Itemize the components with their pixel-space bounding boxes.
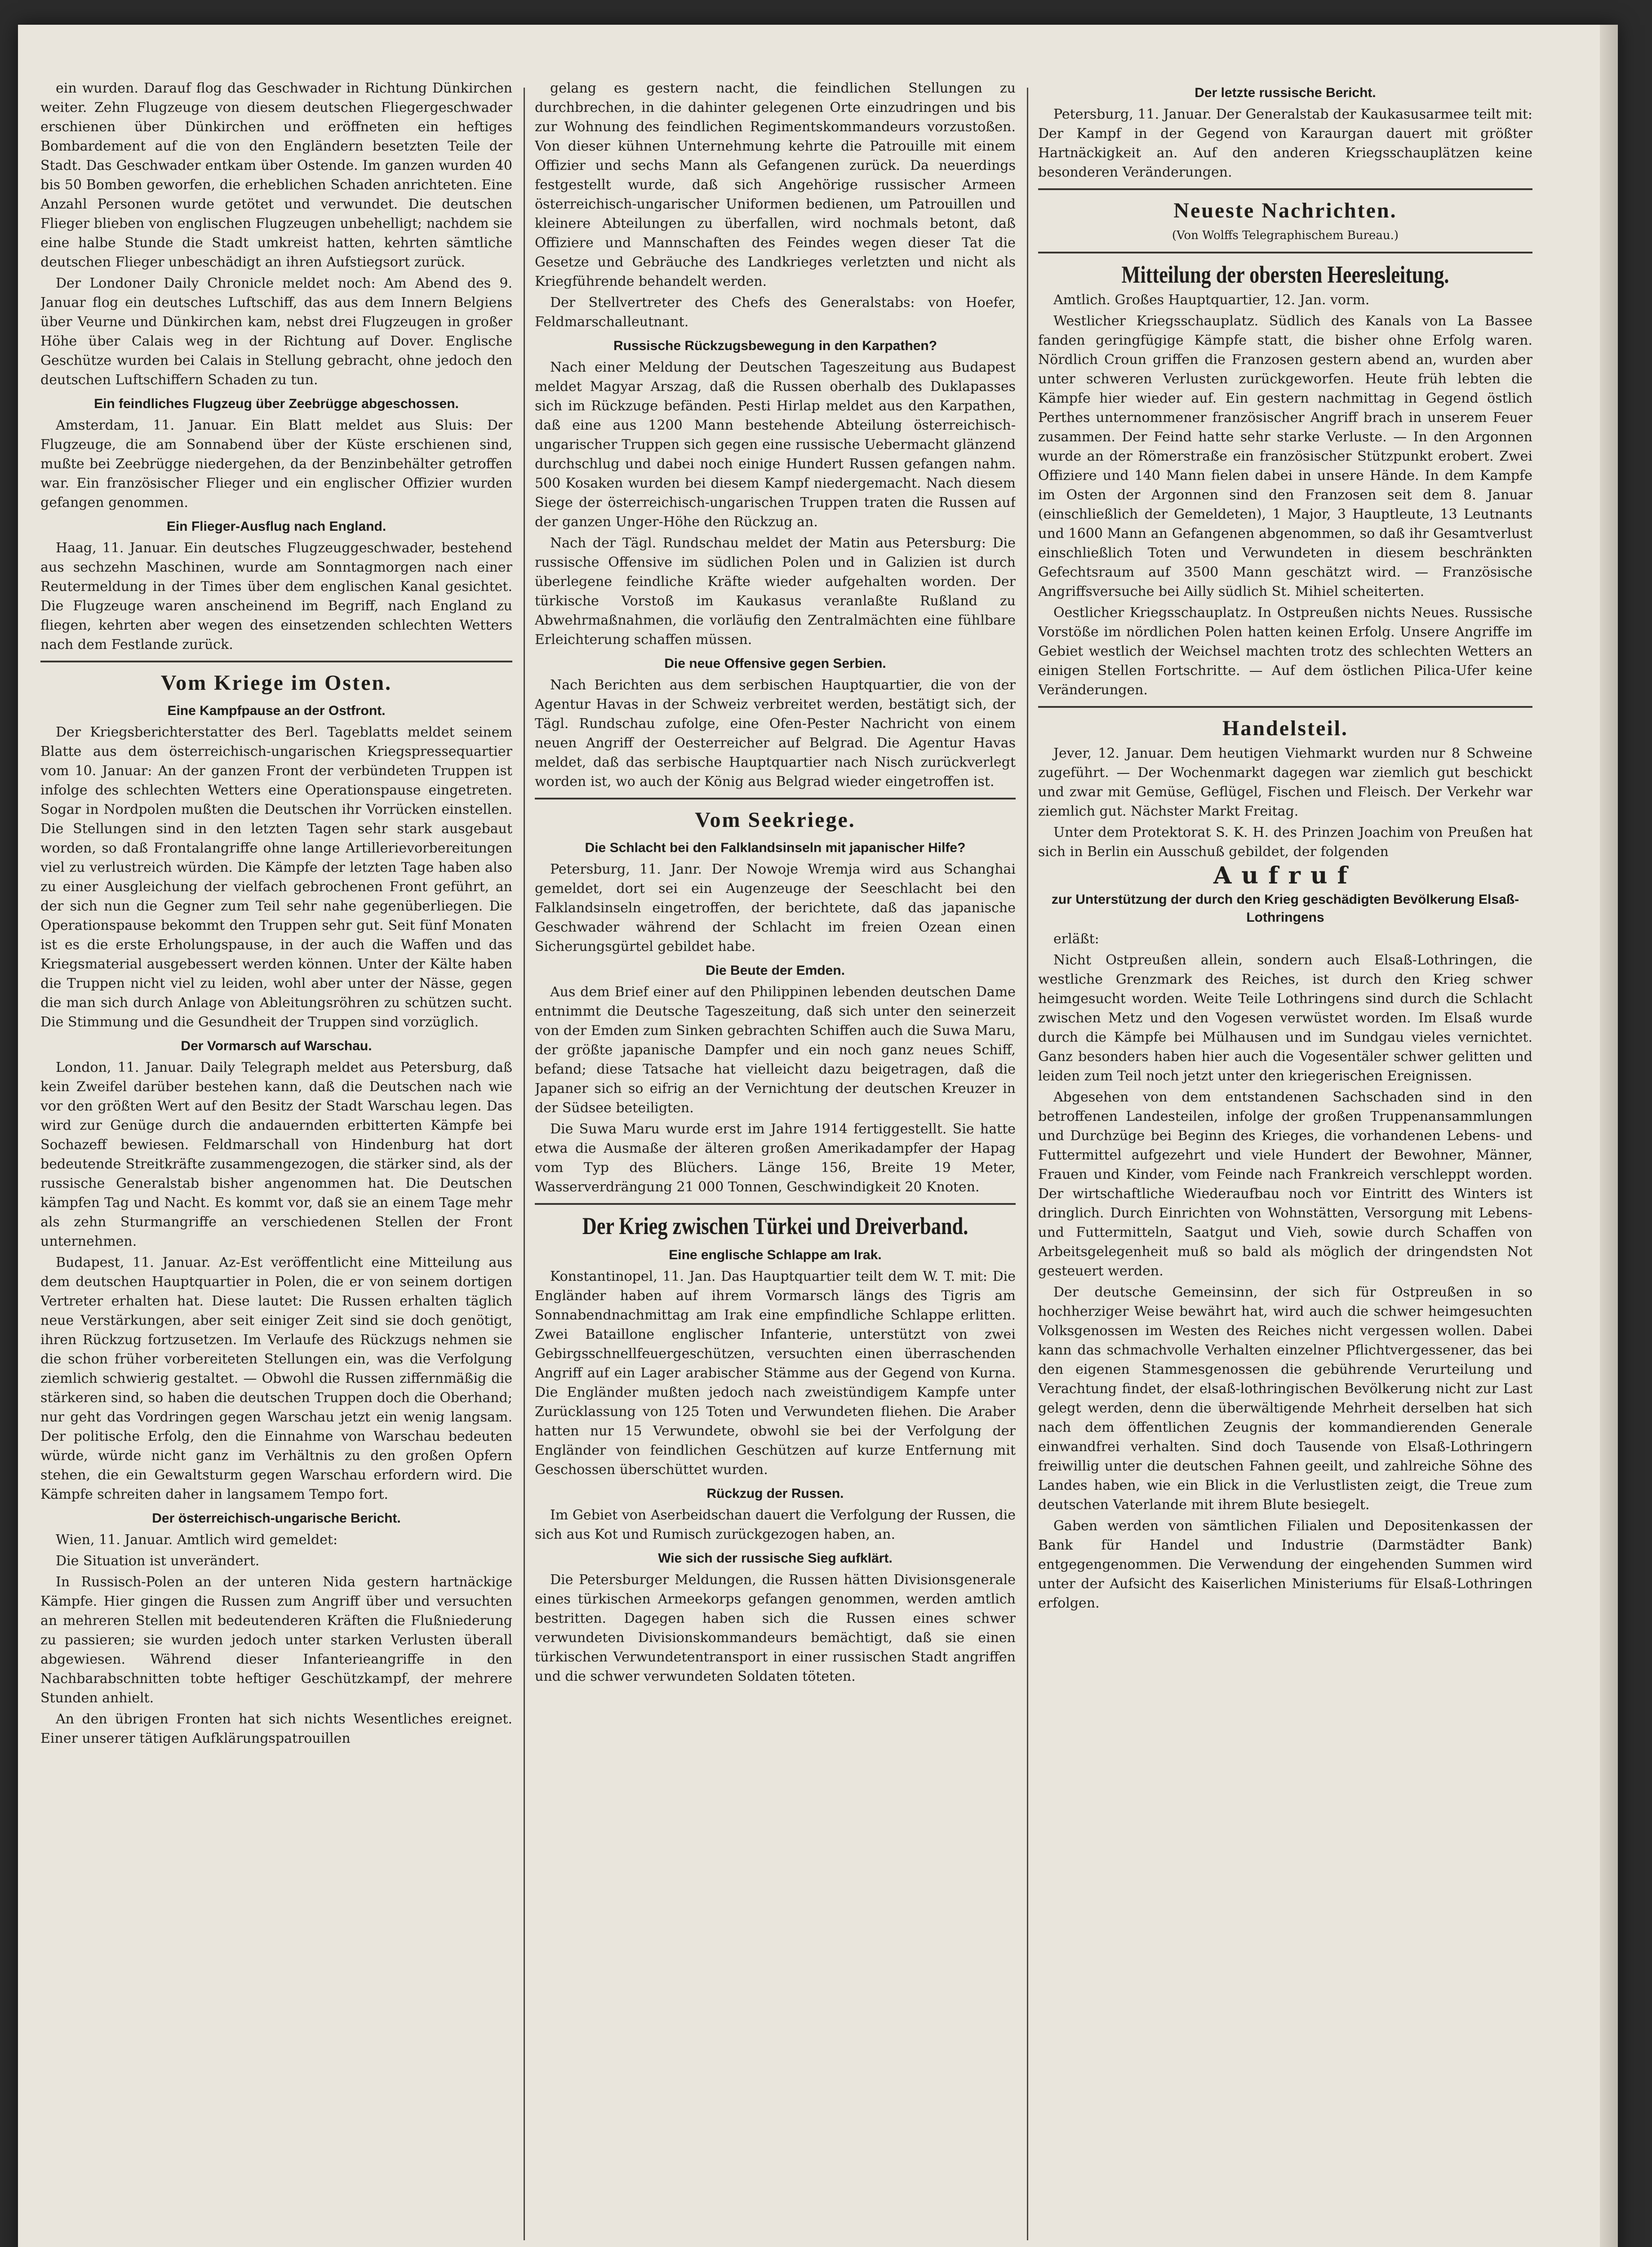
section-divider xyxy=(535,1203,1016,1205)
article-subheading: Wie sich der russische Sieg aufklärt. xyxy=(658,1551,893,1566)
paragraph: Nach der Tägl. Rundschau meldet der Matin aus Petersburg: Die russische Offensive im südlichen Polen und in Galizien ist durch überlegene feindliche Kräfte wieder aufgehalten worden. Der türkische Vorstoß im Kaukasus veranlaßte Rußland zu Abwehrmaßnahmen, die vorläufig den Zentralmächten eine fühlbare Erleichterung schaffen müssen. xyxy=(535,535,1016,648)
paragraph: Nach Berichten aus dem serbischen Hauptquartier, die von der Agentur Havas in der Schweiz verbreitet werden, bestätigt sich, der Tägl. Rundschau zufolge, eine Ofen-Pester Nachricht von einem neuen Angriff der Oesterreicher auf Belgrad. Die Agentur Havas meldet, daß das serbische Hauptquartier nach Nisch zurückverlegt worden ist, wo auch der König aus Belgrad wieder eingetroffen ist. xyxy=(535,677,1016,790)
article-subheading: Ein Flieger-Ausflug nach England. xyxy=(166,519,386,534)
article-subheading: Russische Rückzugsbewegung in den Karpathen? xyxy=(613,338,937,353)
section-divider xyxy=(1038,706,1532,708)
paragraph: Haag, 11. Januar. Ein deutsches Flugzeuggeschwader, bestehend aus sechzehn Maschinen, wurde am Sonntagmorgen nach einer Reutermeldung in der Times über dem englischen Kanal gesichtet. Die Flugzeuge waren anscheinend im Begriff, nach England zu fliegen, kehrten aber wegen des einsetzenden schlechten Wetters nach dem Festlande zurück. xyxy=(40,540,512,653)
newspaper-page xyxy=(18,25,1618,2247)
paragraph: Der Kriegsberichterstatter des Berl. Tageblatts meldet seinem Blatte aus dem österreichisch-ungarischen Kriegspressequartier vom 10. Januar: An der ganzen Front der verbündeten Truppen ist infolge des schlechten Wetters eine Operationspause eingetreten. Sogar in Nordpolen mußten die Deutschen ihr Vorrücken einstellen. Die Stellungen sind in den letzten Tagen sehr stark ausgebaut worden, so daß Frontalangriffe ohne lange Artillerievorbereitungen viel zu verlustreich würden. Die Kämpfe der letzten Tage haben also zu einer Ausgleichung der vielfach gebrochenen Front geführt, an der sich nun die Gegner zum Teil sehr nahe gegenüberliegen. Die Operationspause bekommt den Truppen sehr gut. Seit fünf Monaten ist es die erste Erholungspause, in der auch die Waffen und das Kriegsmaterial ausgebessert werden können. Unter der Kälte haben die Truppen nicht viel zu leiden, wohl aber unter der Nässe, gegen die man sich durch Anlage von Ableitungsröhren zu schützen sucht. Die Stimmung und die Gesundheit der Truppen sind vorzüglich. xyxy=(40,724,512,1030)
paragraph: Abgesehen von dem entstandenen Sachschaden sind in den betroffenen Landesteilen, infolge der großen Truppenansammlungen und Durchzüge bei Beginn des Krieges, die vorhandenen Lebens- und Futtermittel aufgezehrt und viele Hundert der Bewohner, Männer, Frauen und Kinder, vom Feinde nach Frankreich verschleppt worden. Der wirtschaftliche Wiederaufbau noch vor Eintritt des Winters ist dringlich. Durch Einrichten von Wohnstätten, Versorgung mit Lebens- und Futtermitteln, Saatgut und Vieh, sowie durch Schaffen von Arbeitsgelegenheit muß so bald als möglich der dringendsten Not gesteuert werden. xyxy=(1038,1089,1532,1279)
paragraph: Unter dem Protektorat S. K. H. des Prinzen Joachim von Preußen hat sich in Berlin ein Ausschuß gebildet, der folgenden xyxy=(1038,825,1532,860)
paragraph: Die Suwa Maru wurde erst im Jahre 1914 fertiggestellt. Sie hatte etwa die Ausmaße der älteren großen Amerikadampfer der Hapag vom Typ des Blüchers. Länge 156, Breite 19 Meter, Wasserverdrängung 21 000 Tonnen, Geschwindigkeit 20 Knoten. xyxy=(535,1121,1016,1195)
article-subheading: Rückzug der Russen. xyxy=(706,1486,844,1501)
paragraph: Gaben werden von sämtlichen Filialen und Depositenkassen der Bank für Handel und Industrie (Darmstädter Bank) entgegengenommen. Die Verwendung der eingehenden Summen wird unter der Aufsicht des Kaiserlichen Ministeriums für Elsaß-Lothringen erfolgen. xyxy=(1038,1518,1532,1611)
paragraph: Petersburg, 11. Janr. Der Nowoje Wremja wird aus Schanghai gemeldet, dort sei ein Augenzeuge der Seeschlacht bei den Falklandsinseln eingetroffen, der berichtete, daß das japanische Geschwader während der Schlacht im freien Ozean einen Sicherungsgürtel gebildet habe. xyxy=(535,861,1016,955)
paragraph: Der Stellvertreter des Chefs des Generalstabs: von Hoefer, Feldmarschalleutnant. xyxy=(535,295,1016,330)
article-subheading: Die Schlacht bei den Falklandsinseln mit japanischer Hilfe? xyxy=(585,840,966,855)
paragraph: Aus dem Brief einer auf den Philippinen lebenden deutschen Dame entnimmt die Deutsche Tageszeitung, daß sich unter den seinerzeit von der Emden zum Sinken gebrachten Schiffen auch die Suwa Maru, der größte japanische Dampfer und ein noch ganz neues Schiff, befand; diese Tatsache hat vielleicht dazu beigetragen, daß die Japaner sich so eifrig an der Vernichtung der deutschen Kreuzer in der Südsee beteiligten. xyxy=(535,984,1016,1116)
section-divider xyxy=(1038,252,1532,253)
source-credit: (Von Wolffs Telegraphischem Bureau.) xyxy=(1172,229,1399,242)
section-divider xyxy=(40,661,512,662)
column-rule xyxy=(1027,88,1028,2240)
section-divider xyxy=(1038,188,1532,190)
banner-heading: Mitteilung der obersten Heeresleitung. xyxy=(1121,261,1449,288)
paragraph: Westlicher Kriegsschauplatz. Südlich des Kanals von La Bassee fanden geringfügige Kämpfe statt, die bisher ohne Erfolg waren. Nördlich Croun griffen die Franzosen gestern abend an, wurden aber unter schweren Verlusten zurückgeworfen. Heute früh lebten die Kämpfe hier wieder auf. Ein gestern nachmittag in Gegend östlich Perthes unternommener französischer Angriff brach in unserem Feuer zusammen. Der Feind hatte sehr starke Verluste. — In den Argonnen wurde an der Römerstraße ein französischer Stützpunkt erobert. Zwei Offiziere und 140 Mann fielen dabei in unsere Hände. In dem Kampfe im Osten der Argonnen sind den Franzosen seit dem 8. Januar (einschließlich der Gemeldeten), 1 Major, 3 Hauptleute, 13 Leutnants und 1600 Mann an Gefangenen abgenommen, so daß ihr Gesamtverlust einschließlich Toten und Verwundeten in diesem beschränkten Gefechtsraum auf 3500 Mann geschätzt wird. — Französische Angriffsversuche bei Ailly südlich St. Mihiel scheiterten. xyxy=(1038,313,1532,599)
paragraph: Der deutsche Gemeinsinn, der sich für Ostpreußen in so hochherziger Weise bewährt hat, wird auch die schwer heimgesuchten Volksgenossen im Westen des Reiches nicht vergessen wollen. Dabei kann das schmachvolle Verhalten einzelner Pflichtvergessener, das bei den eigenen Stammesgenossen die gebührende Verurteilung und Verachtung findet, der elsaß-lothringischen Bevölkerung nicht zur Last gelegt werden, denn die überwältigende Mehrheit derselben hat sich nach dem öffentlichen Zeugnis der kommandierenden Generale einwandfrei verhalten. Sind doch Tausende von Elsaß-Lothringern freiwillig unter die deutschen Fahnen geeilt, und zahlreiche Söhne des Landes haben, wie ein Blick in die Verlustlisten zeigt, die Treue zum deutschen Vaterlande mit ihrem Blute besiegelt. xyxy=(1038,1284,1532,1513)
article-subheading: zur Unterstützung der durch den Krieg geschädigten Bevölkerung Elsaß-Lothringens xyxy=(1051,892,1519,925)
paragraph: An den übrigen Fronten hat sich nichts Wesentliches ereignet. Einer unserer tätigen Aufklärungspatrouillen xyxy=(40,1711,512,1746)
section-heading: Vom Kriege im Osten. xyxy=(160,671,392,695)
section-heading: Neueste Nachrichten. xyxy=(1173,199,1397,222)
paragraph: erläßt: xyxy=(1053,931,1099,947)
article-subheading: Die Beute der Emden. xyxy=(705,963,845,978)
paragraph: Budapest, 11. Januar. Az-Est veröffentlicht eine Mitteilung aus dem deutschen Hauptquartier in Polen, die er von seinem dortigen Vertreter erhalten hat. Diese lautet: Die Russen erhalten täglich neue Verstärkungen, aber seit einiger Zeit sind sie doch genötigt, ihren Rückzug fortzusetzen. Im Verlaufe des Rückzugs nehmen sie die schon früher vorbereiteten Stellungen ein, was die Verfolgung ziemlich schwierig gestaltet. — Obwohl die Russen ziffernmäßig die stärkeren sind, so haben die deutschen Truppen doch die Oberhand; nur geht das Vordringen gegen Warschau jetzt ein wenig langsam. Der politische Erfolg, den die Einnahme von Warschau bedeuten würde, würde nicht ganz im Verhältnis zu den großen Opfern stehen, die ein Gewaltsturm gegen Warschau erfordern wird. Die Kämpfe schreiten daher in langsamem Tempo fort. xyxy=(40,1255,512,1502)
paragraph: Die Petersburger Meldungen, die Russen hätten Divisionsgenerale eines türkischen Armeekorps gefangen genommen, werden amtlich bestritten. Dagegen haben sich die Russen eines schwer verwundeten Divisionskommandeurs bemächtigt, daß sie einen türkischen Verwundetentransport in einer russischen Stadt angriffen und die schwer verwundeten Soldaten töteten. xyxy=(535,1572,1016,1684)
paragraph: Oestlicher Kriegsschauplatz. In Ostpreußen nichts Neues. Russische Vorstöße im nördlichen Polen hatten keinen Erfolg. Unsere Angriffe im Gebiet westlich der Weichsel machten trotz des schlechten Wetters an einigen Stellen Fortschritte. — Auf dem östlichen Pilica-Ufer keine Veränderungen. xyxy=(1038,605,1532,698)
paragraph: In Russisch-Polen an der unteren Nida gestern hartnäckige Kämpfe. Hier gingen die Russen zum Angriff über und versuchten an mehreren Stellen mit bedeutenderen Kräften die Flußniederung zu passieren; sie wurden jedoch unter starken Verlusten überall abgewiesen. Während dieser Infanterieangriffe in den Nachbarabschnitten tobte heftiger Geschützkampf, der mehrere Stunden anhielt. xyxy=(40,1574,512,1706)
article-subheading: Der letzte russische Bericht. xyxy=(1195,85,1376,100)
section-heading: Vom Seekriege. xyxy=(695,808,856,832)
paragraph: Konstantinopel, 11. Jan. Das Hauptquartier teilt dem W. T. mit: Die Engländer haben auf ihrem Vormarsch längs des Tigris am Sonnabendnachmittag am Irak eine empfindliche Schlappe erlitten. Zwei Bataillone englischer Infanterie, unterstützt von zwei Gebirgsschnellfeuergeschützen, versuchten einen überraschenden Angriff auf ein Lager arabischer Stämme aus der Gegend von Kurna. Die Engländer mußten jedoch nach zweistündigem Kampfe unter Zurücklassung von 125 Toten und Verwundeten fliehen. Die Araber hatten nur 15 Verwundete, obwohl sie bei der Verfolgung der Engländer von feindlichen Geschützen auf kurze Entfernung mit Geschossen überschüttet wurden. xyxy=(535,1269,1016,1478)
paragraph: gelang es gestern nacht, die feindlichen Stellungen zu durchbrechen, in die dahinter gelegenen Orte einzudringen und bis zur Wohnung des feindlichen Regimentskommandeurs vorzustoßen. Von dieser kühnen Unternehmung kehrte die Patrouille mit einem Offizier und sechs Mann als Gefangenen zurück. Da neuerdings festgestellt wurde, daß sich Angehörige russischer Armeen österreichisch-ungarischer Uniformen bedienen, um Patrouillen und kleinere Abteilungen zu überfallen, wird nochmals betont, daß Offiziere und Mannschaften des Feindes wegen dieser Tat die Gesetze und Gebräuche des Landkrieges verletzten und nicht als Kriegführende behandelt werden. xyxy=(535,80,1016,289)
section-divider xyxy=(535,798,1016,799)
paragraph: Amsterdam, 11. Januar. Ein Blatt meldet aus Sluis: Der Flugzeuge, die am Sonnabend über der Küste erschienen sind, mußte bei Zeebrügge niedergehen, da der Benzinbehälter getroffen war. Ein französischer Flieger und ein englischer Offizier wurden gefangen genommen. xyxy=(40,417,512,511)
article-subheading: Eine englische Schlappe am Irak. xyxy=(669,1248,882,1262)
page-edge xyxy=(1600,25,1618,2247)
article-subheading: Eine Kampfpause an der Ostfront. xyxy=(167,703,386,718)
column-rule xyxy=(524,88,525,2240)
appeal-heading: Aufruf xyxy=(1213,862,1358,889)
paragraph: Petersburg, 11. Januar. Der Generalstab der Kaukasusarmee teilt mit: Der Kampf in der Gegend von Karaurgan dauert mit größter Hartnäckigkeit an. Auf den anderen Kriegsschauplätzen keine besonderen Veränderungen. xyxy=(1038,107,1532,180)
paragraph: Nicht Ostpreußen allein, sondern auch Elsaß-Lothringen, die westliche Grenzmark des Reiches, ist durch den Krieg schwer heimgesucht worden. Weite Teile Lothringens sind durch die Schlacht zwischen Metz und den Vogesen verwüstet worden. Im Elsaß wurde durch die Kämpfe bei Mülhausen und im Sundgau vieles vernichtet. Ganz besonders haben hier auch die Vogesentäler schwer gelitten und leiden zum Teil noch jetzt unter den kriegerischen Ereignissen. xyxy=(1038,952,1532,1084)
article-subheading: Ein feindliches Flugzeug über Zeebrügge abgeschossen. xyxy=(94,396,459,411)
column-middle xyxy=(535,79,1016,2245)
paragraph: Die Situation ist unverändert. xyxy=(56,1553,260,1569)
article-subheading: Der Vormarsch auf Warschau. xyxy=(181,1039,372,1053)
paragraph: Wien, 11. Januar. Amtlich wird gemeldet: xyxy=(56,1532,338,1548)
banner-heading: Der Krieg zwischen Türkei und Dreiverband. xyxy=(582,1212,968,1239)
paragraph: Der Londoner Daily Chronicle meldet noch: Am Abend des 9. Januar flog ein deutsches Luftschiff, das aus dem Innern Belgiens über Veurne und Dünkirchen kam, nebst drei Flugzeugen in großer Höhe über Calais weg in der Richtung auf Dover. Englische Geschütze wurden bei Calais in Stellung gebracht, ohne jedoch den deutschen Luftschiffern Schaden zu tun. xyxy=(40,275,512,388)
paragraph: Jever, 12. Januar. Dem heutigen Viehmarkt wurden nur 8 Schweine zugeführt. — Der Wochenmarkt dagegen war ziemlich gut beschickt und zwar mit Gemüse, Geflügel, Fischen und Fleisch. Der Verkehr war ziemlich gut. Nächster Markt Freitag. xyxy=(1038,746,1532,819)
section-heading: Handelsteil. xyxy=(1222,716,1348,740)
article-subheading: Die neue Offensive gegen Serbien. xyxy=(664,656,886,671)
article-subheading: Der österreichisch-ungarische Bericht. xyxy=(152,1511,401,1526)
paragraph: Nach einer Meldung der Deutschen Tageszeitung aus Budapest meldet Magyar Arszag, daß die Russen oberhalb des Duklapasses sich im Rückzuge befänden. Pesti Hirlap meldet aus den Karpathen, daß eine aus 1200 Mann bestehende Abteilung österreichisch-ungarischer Truppen sich gegen eine russische Uebermacht glänzend durchschlug und dabei noch einige Hundert Russen gefangen nahm. 500 Kosaken wurden bei diesem Kampf niedergemacht. Nach diesem Siege der österreichisch-ungarischen Truppen traten die Russen auf der ganzen Unger-Höhe den Rückzug an. xyxy=(535,360,1016,530)
paragraph: Amtlich. Großes Hauptquartier, 12. Jan. vorm. xyxy=(1053,292,1370,308)
paragraph: London, 11. Januar. Daily Telegraph meldet aus Petersburg, daß kein Zweifel darüber bestehen kann, daß die Deutschen nach wie vor den größten Wert auf den Besitz der Stadt Warschau legen. Das wird zur Genüge durch die andauernden erbitterten Kämpfe bei Sochazeff bewiesen. Feldmarschall von Hindenburg hat dort bedeutende Streitkräfte zusammengezogen, die stärker sind, als der russische Generalstab bisher angenommen hat. Die Deutschen kämpfen Tag und Nacht. Es kommt vor, daß sie an einem Tage mehr als zehn Sturmangriffe an verschiedenen Stellen der Front unternehmen. xyxy=(40,1060,512,1249)
column-right xyxy=(1038,79,1532,2245)
paragraph: Im Gebiet von Aserbeidschan dauert die Verfolgung der Russen, die sich aus Kot und Rumisch zurückgezogen haben, an. xyxy=(535,1507,1016,1542)
paragraph: ein wurden. Darauf flog das Geschwader in Richtung Dünkirchen weiter. Zehn Flugzeuge von diesem deutschen Fliegergeschwader erschienen über Dünkirchen und eröffneten ein heftiges Bombardement auf die von den Engländern besetzten Teile der Stadt. Das Geschwader entkam über Ostende. Im ganzen wurden 40 bis 50 Bomben geworfen, die erheblichen Schaden anrichteten. Eine Anzahl Personen wurde getötet und verwundet. Die deutschen Flieger blieben von englischen Flugzeugen unbehelligt; nachdem sie eine halbe Stunde die Stadt umkreist hatten, kehrten sämtliche deutschen Flieger unbeschädigt an ihren Aufstiegsort zurück. xyxy=(40,80,512,270)
column-left xyxy=(40,79,512,2245)
